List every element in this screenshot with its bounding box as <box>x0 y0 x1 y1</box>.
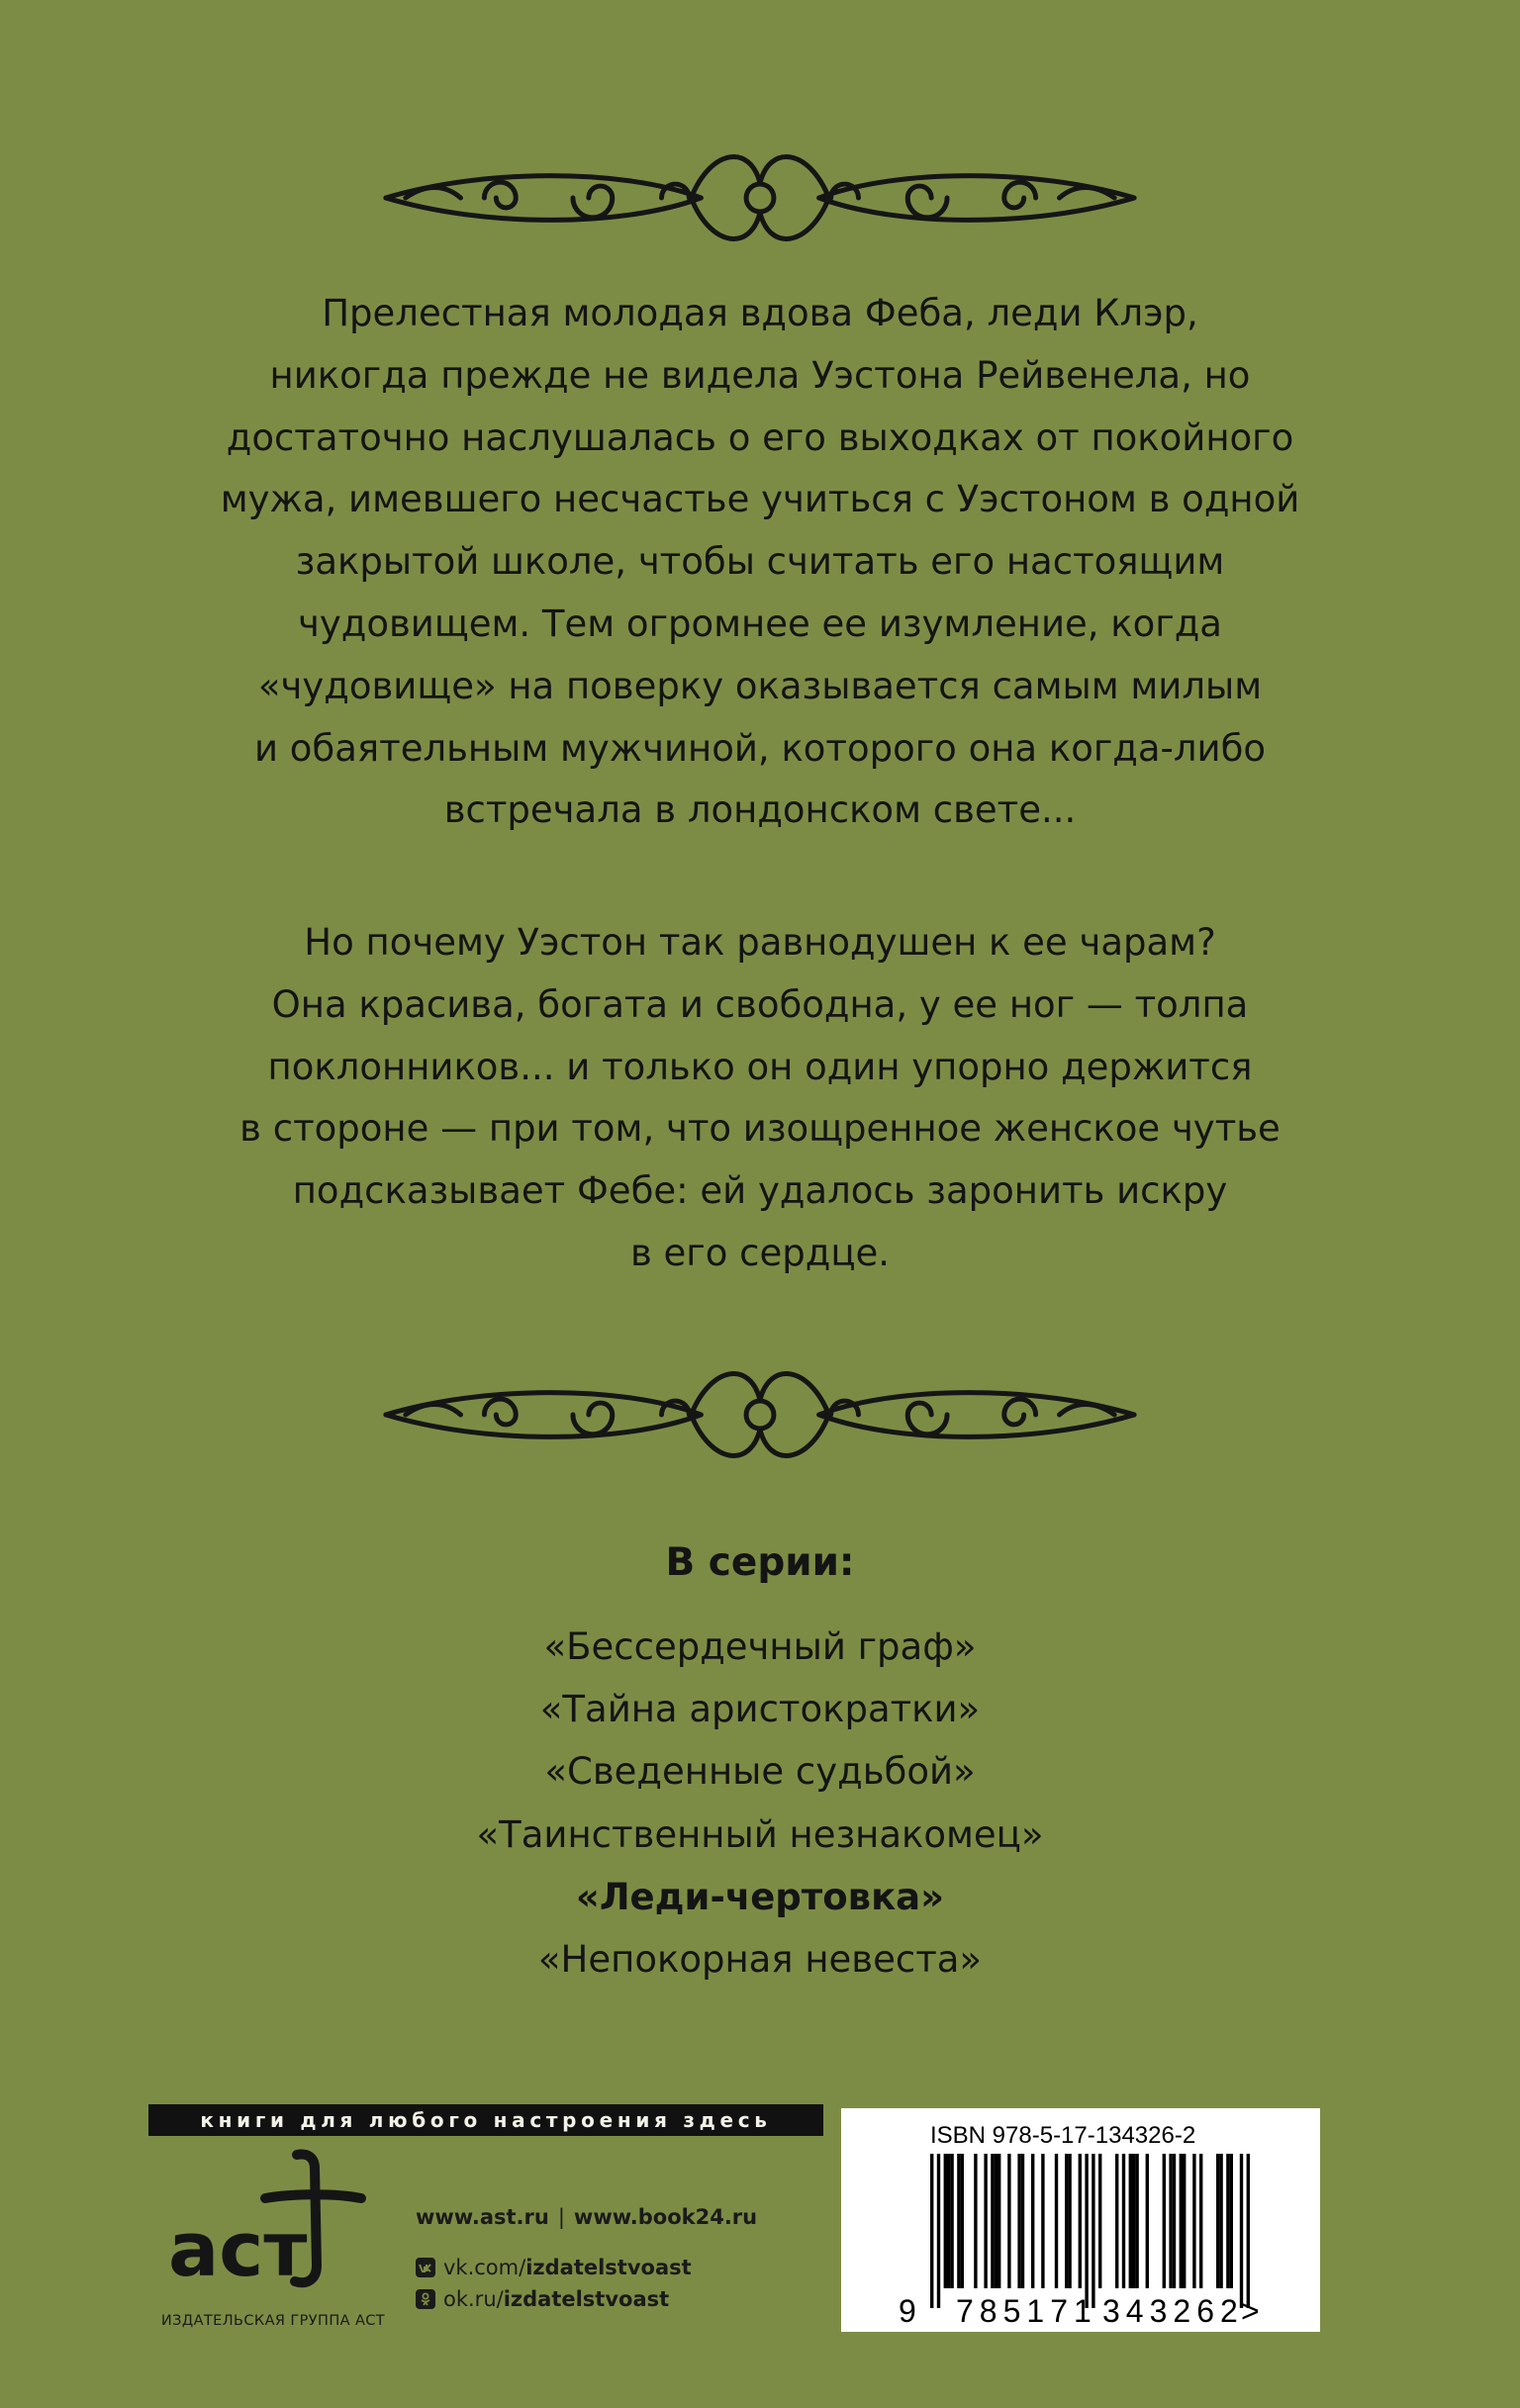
vk-domain: vk.com/ <box>443 2256 526 2279</box>
text-line: достаточно наслушалась о его выходках от покойного <box>226 416 1294 459</box>
link-separator: | <box>557 2205 565 2229</box>
series-title: «Тайна аристократки» <box>539 1688 981 1731</box>
barcode-bar <box>1192 2154 1195 2288</box>
barcode-bar <box>1031 2154 1034 2288</box>
ornament-divider-bottom <box>366 1355 1154 1474</box>
barcode-bar <box>1230 2154 1233 2288</box>
text-line: «чудовище» на поверку оказывается самым милым <box>257 664 1263 707</box>
logo-text: аст <box>168 2205 308 2293</box>
website-link-book24[interactable]: www.book24.ru <box>573 2205 758 2229</box>
barcode-bar <box>1021 2154 1024 2288</box>
barcode-bar <box>995 2154 998 2288</box>
barcode-bar <box>1055 2154 1058 2288</box>
ok-handle: izdatelstvoast <box>503 2287 670 2311</box>
barcode-bar <box>1216 2154 1219 2288</box>
vk-icon <box>416 2258 435 2277</box>
barcode-guard-bar <box>930 2154 933 2308</box>
barcode-bar <box>1132 2154 1135 2288</box>
barcode-bar <box>1180 2154 1183 2288</box>
text-line: поклонников... и только он один упорно держится <box>267 1045 1253 1088</box>
website-links <box>416 2201 757 2233</box>
series-heading: В серии: <box>665 1540 855 1585</box>
ok-domain: ok.ru/ <box>443 2287 504 2311</box>
text-line: в стороне — при том, что изощренное женское чутье <box>239 1107 1281 1151</box>
barcode-bar <box>1115 2154 1118 2288</box>
series-title: «Таинственный незнакомец» <box>476 1812 1044 1856</box>
barcode-bar <box>957 2154 960 2288</box>
text-line: в его сердце. <box>629 1231 891 1274</box>
text-line: подсказывает Фебе: ей удалось заронить искру <box>292 1169 1228 1213</box>
barcode-bar <box>1219 2154 1222 2288</box>
barcode-bar <box>1226 2154 1229 2288</box>
barcode-bar <box>961 2154 964 2288</box>
series-title: «Бессердечный граф» <box>543 1625 977 1668</box>
barcode-bar <box>1068 2154 1071 2288</box>
barcode-bar <box>1017 2154 1020 2288</box>
barcode-bar <box>1169 2154 1172 2288</box>
vk-handle: izdatelstvoast <box>525 2256 692 2279</box>
barcode-bar <box>1135 2154 1138 2288</box>
publisher-contacts <box>416 2201 757 2315</box>
ast-logo-icon <box>158 2147 376 2295</box>
barcode-bar <box>944 2154 947 2288</box>
text-line: Прелестная молодая вдова Феба, леди Клэр, <box>322 292 1198 334</box>
vk-link[interactable] <box>416 2252 757 2283</box>
text-line: закрытой школе, чтобы считать его настоящим <box>295 540 1225 584</box>
barcode-guard-bar <box>1092 2154 1094 2308</box>
barcode-bar <box>1079 2154 1082 2288</box>
barcode-guard-bar <box>937 2154 940 2308</box>
description-paragraph-1 <box>178 283 1342 842</box>
barcode-guard-bar <box>1085 2154 1088 2308</box>
barcode-bar <box>1163 2154 1166 2288</box>
text-line: Но почему Уэстон так равнодушен к ее чарам? <box>304 921 1216 964</box>
text-line: никогда прежде не видела Уэстона Рейвенела, но <box>269 353 1251 397</box>
barcode-bar <box>1173 2154 1176 2288</box>
barcode-digits-left: 785171 <box>956 2293 1097 2329</box>
text-line: чудовищем. Тем огромнее ее изумление, когда <box>298 602 1222 645</box>
ornament-divider-top <box>366 139 1154 257</box>
barcode-digits-right: 343262 <box>1102 2293 1244 2329</box>
barcode-bar <box>1199 2154 1202 2288</box>
barcode-bar <box>1183 2154 1186 2288</box>
barcode-bar <box>1065 2154 1068 2288</box>
publisher-caption: ИЗДАТЕЛЬСКАЯ ГРУППА АСТ <box>160 2313 386 2329</box>
barcode-guard-bar <box>1247 2154 1250 2308</box>
barcode-end-mark: > <box>1241 2293 1260 2329</box>
barcode-first-digit: 9 <box>899 2293 916 2329</box>
barcode-bar <box>1146 2154 1149 2288</box>
text-line: Она красива, богата и свободна, у ее ног — толпа <box>271 982 1249 1026</box>
barcode-bar <box>947 2154 950 2288</box>
ok-link[interactable] <box>416 2283 757 2315</box>
barcode-bar <box>950 2154 953 2288</box>
text-line: встречала в лондонском свете... <box>443 788 1077 832</box>
barcode-bar <box>991 2154 994 2288</box>
website-link-ast[interactable]: www.ast.ru <box>416 2205 549 2229</box>
barcode-bar <box>1129 2154 1132 2288</box>
series-title: «Сведенные судьбой» <box>544 1750 976 1794</box>
series-list <box>0 1616 1520 1991</box>
barcode-bar <box>998 2154 1000 2288</box>
barcode-bar <box>1041 2154 1044 2288</box>
barcode-bar <box>984 2154 987 2288</box>
barcode-bar <box>1098 2154 1101 2288</box>
publisher-tagline: книги для любого настроения здесь <box>148 2104 823 2136</box>
description-paragraph-2 <box>178 912 1342 1285</box>
series-title-current: «Леди-чертовка» <box>575 1875 945 1918</box>
isbn-number: ISBN 978-5-17-134326-2 <box>930 2122 1196 2149</box>
series-title: «Непокорная невеста» <box>537 1938 983 1982</box>
barcode-guard-bar <box>1240 2154 1243 2308</box>
text-line: и обаятельным мужчиной, которого она когда-либо <box>253 726 1267 770</box>
barcode-bar <box>974 2154 977 2288</box>
barcode-bar <box>1007 2154 1010 2288</box>
text-line: мужа, имевшего несчастье учиться с Уэстоном в одной <box>220 478 1300 521</box>
barcode-bar <box>1122 2154 1125 2288</box>
isbn-barcode <box>841 2108 1320 2332</box>
odnoklassniki-icon <box>416 2289 435 2309</box>
